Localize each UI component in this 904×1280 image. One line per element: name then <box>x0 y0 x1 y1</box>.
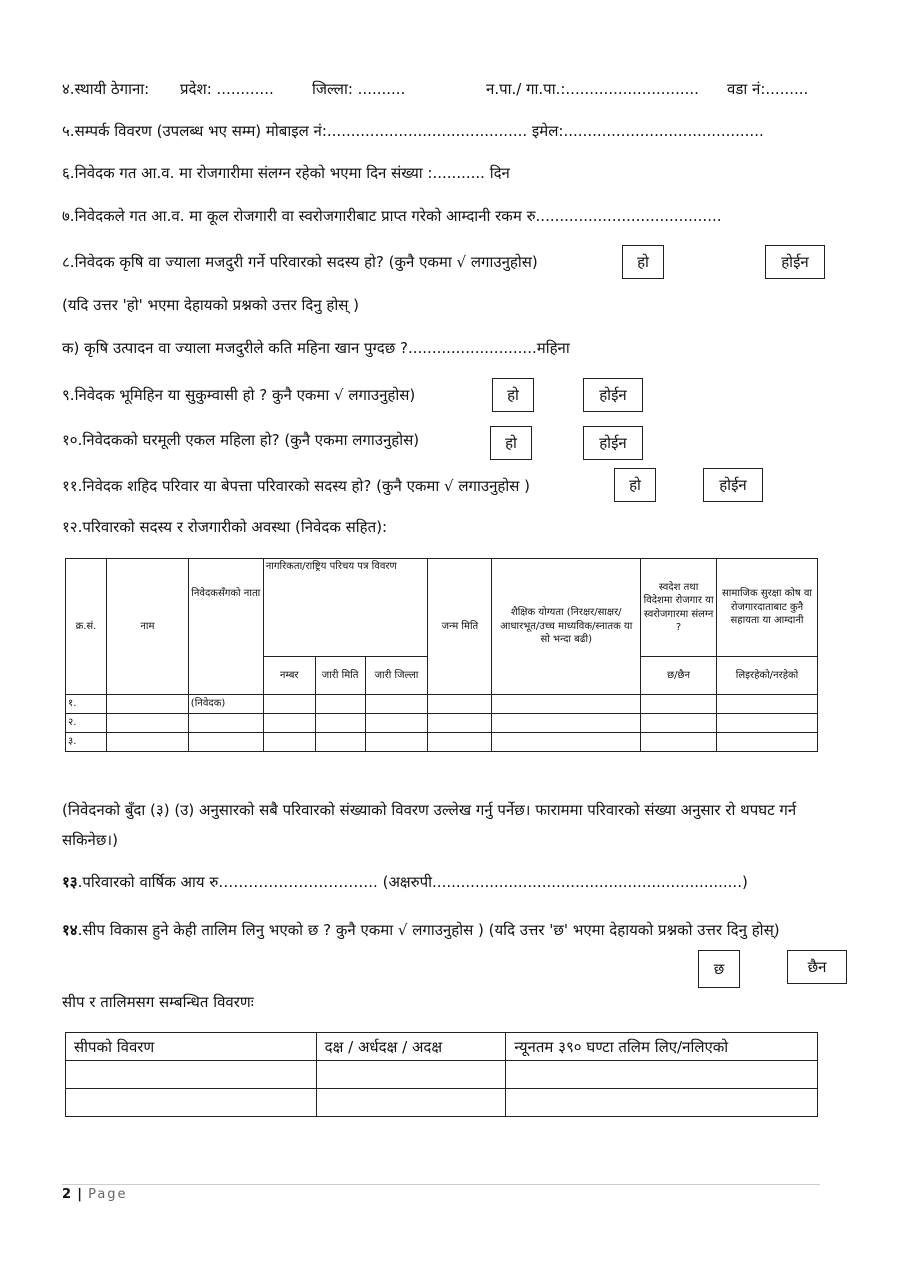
skill-heading: सीप र तालिमसग सम्बन्धित विवरणः <box>62 993 254 1011</box>
q13-text: .परिवारको वार्षिक आय रु………………………….. (अक्षरुपी.................................................................) <box>77 873 748 891</box>
header-social-sub: लिइरहेको/नरहेको <box>717 657 818 695</box>
cell[interactable] <box>492 695 641 714</box>
q14-no-checkbox[interactable]: छैन <box>787 950 847 984</box>
cell[interactable] <box>106 733 188 752</box>
cell[interactable] <box>641 695 717 714</box>
header-social-security: सामाजिक सुरक्षा कोष वा रोजगारदाताबाट कुनै सहायता या आम्दानी <box>717 559 818 657</box>
cell[interactable] <box>66 1061 317 1089</box>
table-row <box>66 695 818 714</box>
page-footer <box>62 1187 128 1202</box>
cell[interactable] <box>717 714 818 733</box>
row-relation[interactable] <box>188 733 263 752</box>
table-row <box>66 1061 818 1089</box>
cell[interactable] <box>263 695 315 714</box>
cell[interactable] <box>263 714 315 733</box>
cell[interactable] <box>365 733 428 752</box>
cell[interactable] <box>641 733 717 752</box>
header-skill-description: सीपको विवरण <box>66 1033 317 1061</box>
income-amount-line[interactable]: ७.निवेदकले गत आ.व. मा कूल रोजगारी वा स्वरोजगारीबाट प्राप्त गरेको आम्दानी रकम रु....................................... <box>62 207 722 225</box>
table-row <box>66 733 818 752</box>
header-employment-sub: छ/छैन <box>641 657 717 695</box>
table-row <box>66 714 818 733</box>
q12-heading: १२.परिवारको सदस्य र रोजगारीको अवस्था (निवेदक सहित): <box>62 518 388 536</box>
q9-yes-checkbox[interactable]: हो <box>492 378 534 412</box>
row-relation[interactable] <box>188 714 263 733</box>
cell[interactable] <box>506 1061 818 1089</box>
q8-question: ८.निवेदक कृषि वा ज्याला मजदुरी गर्ने परिवारको सदस्य हो? (कुनै एकमा √ लगाउनुहोस) <box>62 253 538 271</box>
row-serial: ३. <box>66 733 107 752</box>
cell[interactable] <box>428 733 492 752</box>
q10-no-checkbox[interactable]: होईन <box>583 426 643 460</box>
q10-question: १०.निवेदकको घरमूली एकल महिला हो? (कुनै एकमा लगाउनुहोस) <box>62 431 420 449</box>
cell[interactable] <box>315 695 365 714</box>
row-relation[interactable]: (निवेदक) <box>188 695 263 714</box>
footer-divider <box>62 1184 820 1185</box>
annual-income-line[interactable] <box>62 872 748 892</box>
cell[interactable] <box>641 714 717 733</box>
header-serial: क्र.सं. <box>66 559 107 695</box>
q14-yes-checkbox[interactable]: छ <box>698 950 740 988</box>
page-number: 2 <box>62 1187 72 1202</box>
page-label: Page <box>88 1187 128 1202</box>
contact-details-line[interactable]: ५.सम्पर्क विवरण (उपलब्ध भए सम्म) मोबाइल नं:.......................................... इमेल:.......................................... <box>62 122 764 140</box>
skill-training-table <box>65 1032 818 1117</box>
cell[interactable] <box>428 714 492 733</box>
header-citizenship: नागरिकता/राष्ट्रिय परिचय पत्र विवरण <box>263 559 428 657</box>
cell[interactable] <box>492 733 641 752</box>
cell[interactable] <box>315 714 365 733</box>
cell[interactable] <box>66 1089 317 1117</box>
cell[interactable] <box>365 695 428 714</box>
cell[interactable] <box>106 695 188 714</box>
row-serial: २. <box>66 714 107 733</box>
employment-days-line[interactable]: ६.निवेदक गत आ.व. मा रोजगारीमा संलग्न रहेको भएमा दिन संख्या :........... दिन <box>62 164 510 182</box>
cell[interactable] <box>316 1089 506 1117</box>
table-row <box>66 1089 818 1117</box>
cell[interactable] <box>506 1089 818 1117</box>
cell[interactable] <box>365 714 428 733</box>
q11-no-checkbox[interactable]: होईन <box>703 468 763 502</box>
q14-number: १४ <box>62 921 78 939</box>
cell[interactable] <box>717 695 818 714</box>
cell[interactable] <box>263 733 315 752</box>
cell[interactable] <box>316 1061 506 1089</box>
q9-question: ९.निवेदक भूमिहिन या सुकुम्वासी हो ? कुनै एकमा √ लगाउनुहोस) <box>62 386 416 404</box>
header-skill-level: दक्ष / अर्धदक्ष / अदक्ष <box>316 1033 506 1061</box>
cell[interactable] <box>717 733 818 752</box>
q8-no-checkbox[interactable]: होईन <box>765 245 825 279</box>
q11-question: ११.निवेदक शहिद परिवार या बेपत्ता परिवारको सदस्य हो? (कुनै एकमा √ लगाउनुहोस ) <box>62 477 531 495</box>
header-name: नाम <box>106 559 188 695</box>
q13-number: १३ <box>62 873 78 891</box>
q8-yes-checkbox[interactable]: हो <box>622 245 664 279</box>
header-training-hours: न्यूनतम ३९० घण्टा तलिम लिए/नलिएको <box>506 1033 818 1061</box>
q14-question <box>62 915 832 945</box>
q14-text: .सीप विकास हुने केही तालिम लिनु भएको छ ? कुनै एकमा √ लगाउनुहोस ) (यदि उत्तर 'छ' भएमा देहायको प्रश्नको उत्तर दिनु होस्) <box>77 921 780 939</box>
district-field[interactable]: जिल्ला: .......... <box>312 80 406 98</box>
q8-months-line[interactable]: क) कृषि उत्पादन वा ज्याला मजदुरीले कति महिना खान पुग्दछ ?...........................महिना <box>62 339 570 357</box>
municipality-field[interactable]: न.पा./ गा.पा.:............................ <box>486 80 699 98</box>
family-count-note: (निवेदनको बुँदा (३) (उ) अनुसारको सबै परिवारको संख्याको विवरण उल्लेख गर्नु पर्नेछ। फाराममा परिवारको संख्या अनुसार रो थपघट गर्न सकिनेछ।) <box>62 801 797 849</box>
header-citizenship-number: नम्बर <box>263 657 315 695</box>
cell[interactable] <box>428 695 492 714</box>
header-employment: स्वदेश तथा विदेशमा रोजगार या स्वरोजगारमा संलग्न ? <box>641 559 717 657</box>
ward-field[interactable]: वडा नं:......... <box>727 80 809 98</box>
q10-yes-checkbox[interactable]: हो <box>490 426 532 460</box>
header-education: शैक्षिक योग्यता (निरक्षर/साक्षर/आधारभूत/उच्च माध्यविक/स्नातक या सो भन्दा बढी) <box>492 559 641 695</box>
cell[interactable] <box>106 714 188 733</box>
cell[interactable] <box>315 733 365 752</box>
q9-no-checkbox[interactable]: होईन <box>583 378 643 412</box>
family-members-table <box>65 558 818 752</box>
page-separator: | <box>77 1187 82 1202</box>
q11-yes-checkbox[interactable]: हो <box>614 468 656 502</box>
row-serial: १. <box>66 695 107 714</box>
cell[interactable] <box>492 714 641 733</box>
header-dob: जन्म मिति <box>428 559 492 695</box>
q8-note: (यदि उत्तर 'हो' भएमा देहायको प्रश्नको उत्तर दिनु होस् ) <box>62 296 360 314</box>
header-issue-district: जारी जिल्ला <box>365 657 428 695</box>
header-relation: निवेदकसँगको नाता <box>188 559 263 695</box>
permanent-address-label: ४.स्थायी ठेगाना: <box>62 80 150 98</box>
province-field[interactable]: प्रदेश: ............ <box>180 80 274 98</box>
header-issue-date: जारी मिति <box>315 657 365 695</box>
